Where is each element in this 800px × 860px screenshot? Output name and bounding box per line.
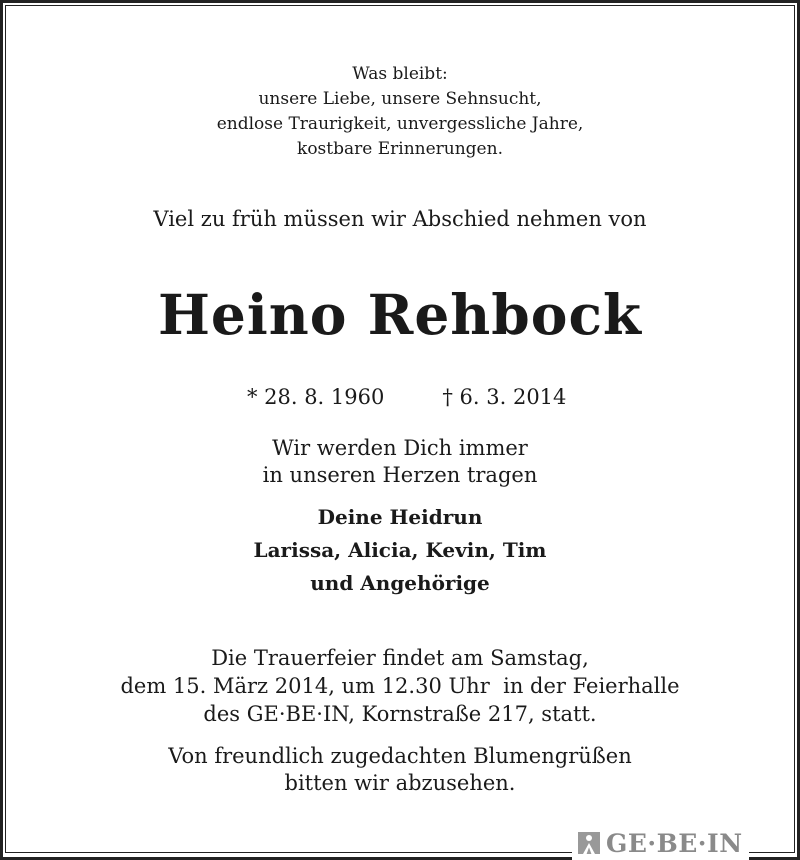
birth-date: * 28. 8. 1960	[246, 385, 385, 409]
mourner-line: Deine Heidrun	[317, 505, 483, 529]
logo-figure-icon	[578, 832, 600, 854]
message-line: Wir werden Dich immer	[272, 436, 528, 460]
deceased-name: Heino Rehbock	[157, 282, 643, 347]
mourner-line: und Angehörige	[310, 571, 490, 595]
message-line: in unseren Herzen tragen	[262, 463, 538, 487]
poem-line: unsere Liebe, unsere Sehnsucht,	[258, 89, 542, 109]
life-dates	[0, 361, 800, 409]
service-line: Die Trauerfeier findet am Samstag,	[211, 646, 589, 670]
intro-text: Viel zu früh müssen wir Abschied nehmen von	[153, 207, 647, 231]
gebein-logo	[572, 826, 749, 860]
flowers-line: Von freundlich zugedachten Blumengrüßen	[168, 744, 632, 768]
service-line: des GE·BE·IN, Kornstraße 217, statt.	[203, 702, 597, 726]
poem-line: endlose Traurigkeit, unvergessliche Jahre,	[216, 114, 584, 134]
death-date: † 6. 3. 2014	[442, 385, 567, 409]
flowers-line: bitten wir abzusehen.	[284, 771, 516, 795]
poem-line: kostbare Erinnerungen.	[297, 139, 503, 159]
mourner-line: Larissa, Alicia, Kevin, Tim	[253, 538, 547, 562]
logo-text: GE·BE·IN	[606, 828, 743, 858]
poem-line: Was bleibt:	[352, 64, 448, 84]
service-line: dem 15. März 2014, um 12.30 Uhr in der Feierhalle	[120, 674, 680, 698]
